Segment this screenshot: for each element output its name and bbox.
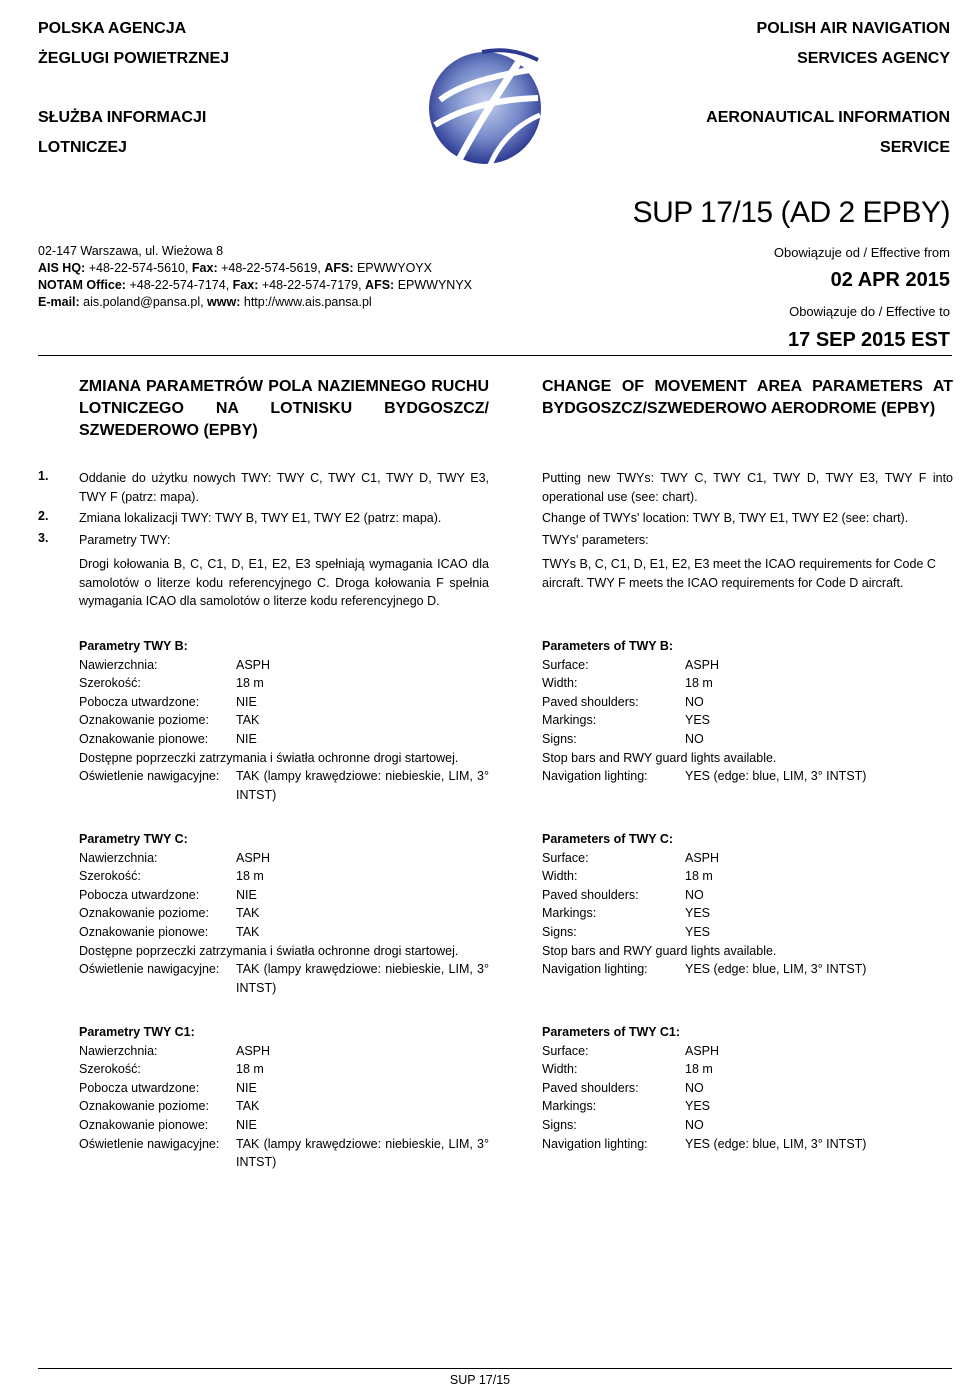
email-label: E-mail: — [38, 295, 80, 309]
ais-afs-value: EPWWYOYX — [353, 261, 432, 275]
param-label: Signs: — [542, 1117, 577, 1132]
param-row-lighting — [542, 960, 953, 979]
effective-from-date: 02 APR 2015 — [830, 269, 950, 291]
param-label: Width: — [542, 869, 578, 884]
param-label: Surface: — [542, 850, 589, 865]
header-divider — [38, 355, 952, 356]
param-row-shoulders — [79, 693, 489, 712]
param-value: 18 m — [236, 1062, 264, 1077]
service-name-pl-line1: SŁUŻBA INFORMACJI — [38, 109, 207, 126]
param-label: Width: — [542, 1062, 578, 1077]
param-row-signs — [542, 730, 953, 749]
notam-afs-label: AFS: — [365, 278, 395, 292]
item-3-pl: Parametry TWY: — [79, 533, 171, 547]
agency-name-pl-line1: POLSKA AGENCJA — [38, 20, 187, 37]
param-value: ASPH — [236, 657, 271, 672]
param-value: NO — [685, 694, 704, 709]
param-value: NIE — [236, 887, 257, 902]
contact-notam-line — [38, 277, 508, 294]
params-title: Parameters of TWY B: — [542, 639, 674, 653]
param-label: Oznakowanie poziome: — [79, 1099, 209, 1114]
param-row-markings — [79, 1097, 489, 1116]
param-label: Oznakowanie poziome: — [79, 906, 209, 921]
service-name-en — [706, 103, 950, 163]
param-value: 18 m — [685, 676, 713, 691]
params-title: Parameters of TWY C1: — [542, 1025, 681, 1039]
service-name-en-line1: AERONAUTICAL INFORMATION — [706, 109, 950, 126]
param-row-lighting — [542, 1135, 953, 1154]
param-row-width — [79, 1060, 489, 1079]
param-value: NIE — [236, 1080, 257, 1095]
param-value: ASPH — [685, 850, 720, 865]
params-twy-c-en — [542, 830, 953, 979]
item-3-paragraph-en: TWYs B, C, C1, D, E1, E2, E3 meet the ICAO requirements for Code C aircraft. TWY F meets the ICAO requirements for Code D aircraft. — [542, 557, 936, 590]
agency-name-pl — [38, 14, 229, 74]
params-twy-c1-pl — [79, 1023, 489, 1172]
param-value: 18 m — [236, 869, 264, 884]
contact-block — [38, 243, 508, 311]
param-value: NIE — [236, 731, 257, 746]
agency-name-pl-line2: ŻEGLUGI POWIETRZNEJ — [38, 50, 230, 67]
page-footer: SUP 17/15 — [449, 1373, 511, 1387]
param-row-surface — [542, 1042, 953, 1061]
effective-to-date: 17 SEP 2015 EST — [788, 329, 950, 351]
item-number: 1. — [38, 469, 49, 483]
param-row-markings — [542, 904, 953, 923]
param-value: ASPH — [685, 1043, 720, 1058]
param-label: Oświetlenie nawigacyjne: — [79, 962, 220, 977]
param-row-width — [542, 674, 953, 693]
ais-hq-label: AIS HQ: — [38, 261, 86, 275]
param-label: Nawierzchnia: — [79, 1043, 158, 1058]
param-value: ASPH — [236, 850, 271, 865]
param-note: Stop bars and RWY guard lights available. — [542, 943, 777, 958]
notam-label: NOTAM Office: — [38, 278, 126, 292]
email-link[interactable]: ais.poland@pansa.pl, — [79, 295, 208, 309]
param-label: Markings: — [542, 713, 597, 728]
ais-fax-value: +48-22-574-5619, — [217, 261, 325, 275]
item-3-paragraph-pl: Drogi kołowania B, C, C1, D, E1, E2, E3 spełniają wymagania ICAO dla samolotów o literze kodu referencyjnego C. Droga kołowania F spełnia wymagania ICAO dla samolotów o literze kodu referencyjnego D. — [79, 557, 489, 608]
notam-fax-value: +48-22-574-7179, — [258, 278, 366, 292]
param-label: Signs: — [542, 731, 577, 746]
params-twy-b-en — [542, 637, 953, 786]
param-row-surface — [79, 1042, 489, 1061]
param-row-markings — [79, 904, 489, 923]
params-twy-b-pl — [79, 637, 489, 804]
param-label: Navigation lighting: — [542, 1136, 648, 1151]
param-value: TAK — [236, 713, 260, 728]
param-row-width — [79, 867, 489, 886]
param-label: Oznakowanie poziome: — [79, 713, 209, 728]
param-row-stopbars — [79, 942, 489, 961]
param-value: YES (edge: blue, LIM, 3° INTST) — [685, 962, 867, 977]
param-row-lighting — [79, 767, 489, 804]
notam-value: +48-22-574-7174, — [125, 278, 233, 292]
item-1-pl: Oddanie do użytku nowych TWY: TWY C, TWY C1, TWY D, TWY E3, TWY F (patrz: mapa). — [79, 471, 489, 504]
notam-fax-label: Fax: — [232, 278, 259, 292]
title-en: CHANGE OF MOVEMENT AREA PARAMETERS AT BYDGOSZCZ/SZWEDEROWO AERODROME (EPBY) — [542, 378, 953, 417]
param-label: Paved shoulders: — [542, 694, 639, 709]
param-label: Oznakowanie pionowe: — [79, 731, 209, 746]
param-label: Surface: — [542, 657, 589, 672]
param-label: Szerokość: — [79, 869, 141, 884]
ais-hq-value: +48-22-574-5610, — [85, 261, 192, 275]
param-value: YES — [685, 1099, 711, 1114]
sup-title: SUP 17/15 (AD 2 EPBY) — [632, 196, 950, 229]
param-value: TAK — [236, 906, 260, 921]
param-note: Dostępne poprzeczki zatrzymania i światła ochronne drogi startowej. — [79, 750, 459, 765]
param-row-surface — [542, 656, 953, 675]
service-name-en-line2: SERVICE — [880, 139, 950, 156]
param-label: Oznakowanie pionowe: — [79, 924, 209, 939]
param-value: YES (edge: blue, LIM, 3° INTST) — [685, 1136, 867, 1151]
param-row-shoulders — [542, 886, 953, 905]
param-row-signs — [542, 1116, 953, 1135]
param-row-signs — [79, 730, 489, 749]
param-label: Navigation lighting: — [542, 769, 648, 784]
params-twy-c-pl — [79, 830, 489, 997]
param-label: Oświetlenie nawigacyjne: — [79, 769, 220, 784]
param-label: Navigation lighting: — [542, 962, 648, 977]
param-note: Stop bars and RWY guard lights available. — [542, 750, 777, 765]
param-value: ASPH — [685, 657, 720, 672]
param-value: TAK (lampy krawędziowe: niebieskie, LIM, 3° INTST) — [236, 769, 489, 802]
agency-name-en — [757, 14, 950, 74]
www-link[interactable]: http://www.ais.pansa.pl — [240, 295, 372, 309]
notam-afs-value: EPWWYNYX — [394, 278, 473, 292]
param-row-lighting — [542, 767, 953, 786]
param-row-stopbars — [542, 749, 953, 768]
param-label: Pobocza utwardzone: — [79, 694, 200, 709]
param-label: Nawierzchnia: — [79, 850, 158, 865]
agency-name-en-line1: POLISH AIR NAVIGATION — [756, 20, 950, 37]
param-label: Markings: — [542, 1099, 597, 1114]
param-value: YES — [685, 906, 711, 921]
item-2-pl: Zmiana lokalizacji TWY: TWY B, TWY E1, TWY E2 (patrz: mapa). — [79, 511, 442, 525]
param-value: TAK — [236, 924, 260, 939]
param-value: TAK — [236, 1099, 260, 1114]
param-row-signs — [79, 1116, 489, 1135]
effective-to-label: Obowiązuje do / Effective to — [789, 304, 950, 319]
param-label: Surface: — [542, 1043, 589, 1058]
effective-from-label: Obowiązuje od / Effective from — [773, 245, 950, 260]
param-row-markings — [542, 711, 953, 730]
param-label: Oznakowanie pionowe: — [79, 1117, 209, 1132]
param-value: YES — [685, 924, 711, 939]
param-value: YES — [685, 713, 711, 728]
param-row-markings — [542, 1097, 953, 1116]
param-label: Nawierzchnia: — [79, 657, 158, 672]
param-value: TAK (lampy krawędziowe: niebieskie, LIM, 3° INTST) — [236, 1136, 489, 1170]
param-value: 18 m — [236, 676, 264, 691]
param-row-stopbars — [542, 942, 953, 961]
param-label: Paved shoulders: — [542, 1080, 639, 1095]
param-row-shoulders — [79, 1079, 489, 1098]
param-label: Markings: — [542, 906, 597, 921]
param-value: 18 m — [685, 1062, 713, 1077]
params-title: Parametry TWY C1: — [79, 1025, 195, 1039]
ais-fax-label: Fax: — [191, 261, 218, 275]
param-value: NO — [685, 1117, 704, 1132]
param-value: 18 m — [685, 869, 713, 884]
param-value: ASPH — [236, 1043, 271, 1058]
param-label: Pobocza utwardzone: — [79, 887, 200, 902]
contact-email-line — [38, 294, 508, 311]
param-row-width — [542, 867, 953, 886]
pansa-globe-logo — [420, 40, 550, 170]
param-row-stopbars — [79, 749, 489, 768]
service-name-pl — [38, 103, 206, 163]
param-label: Pobocza utwardzone: — [79, 1080, 200, 1095]
param-row-width — [542, 1060, 953, 1079]
param-row-surface — [542, 849, 953, 868]
item-3-en: TWYs' parameters: — [542, 533, 649, 547]
param-row-shoulders — [542, 693, 953, 712]
ais-afs-label: AFS: — [324, 261, 354, 275]
param-row-markings — [79, 711, 489, 730]
param-value: NIE — [236, 1117, 257, 1132]
param-label: Width: — [542, 676, 578, 691]
param-label: Signs: — [542, 924, 577, 939]
item-2-en: Change of TWYs' location: TWY B, TWY E1, TWY E2 (see: chart). — [542, 511, 909, 525]
param-row-signs — [542, 923, 953, 942]
param-row-surface — [79, 849, 489, 868]
param-row-lighting — [79, 1135, 489, 1172]
param-label: Paved shoulders: — [542, 887, 639, 902]
param-label: Szerokość: — [79, 1062, 141, 1077]
param-row-shoulders — [79, 886, 489, 905]
contact-ais-line — [38, 260, 508, 277]
agency-name-en-line2: SERVICES AGENCY — [797, 50, 950, 67]
param-value: TAK (lampy krawędziowe: niebieskie, LIM, 3° INTST) — [236, 962, 489, 995]
param-row-shoulders — [542, 1079, 953, 1098]
footer-divider — [38, 1368, 952, 1369]
param-value: NIE — [236, 694, 257, 709]
service-name-pl-line2: LOTNICZEJ — [38, 139, 127, 156]
title-pl: ZMIANA PARAMETRÓW POLA NAZIEMNEGO RUCHU LOTNICZEGO NA LOTNISKU BYDGOSZCZ/ SZWEDEROWO (EPBY) — [79, 378, 489, 439]
param-value: NO — [685, 1080, 704, 1095]
param-value: NO — [685, 887, 704, 902]
params-twy-c1-en — [542, 1023, 953, 1153]
item-1-en: Putting new TWYs: TWY C, TWY C1, TWY D, TWY E3, TWY F into operational use (see: chart). — [542, 471, 953, 504]
contact-address: 02-147 Warszawa, ul. Wieżowa 8 — [38, 244, 224, 258]
param-row-width — [79, 674, 489, 693]
params-title: Parametry TWY C: — [79, 832, 188, 846]
param-value: YES (edge: blue, LIM, 3° INTST) — [685, 769, 867, 784]
param-note: Dostępne poprzeczki zatrzymania i światła ochronne drogi startowej. — [79, 943, 459, 958]
item-number: 3. — [38, 531, 49, 545]
param-row-surface — [79, 656, 489, 675]
param-row-signs — [79, 923, 489, 942]
params-title: Parametry TWY B: — [79, 639, 188, 653]
param-label: Szerokość: — [79, 676, 141, 691]
param-value: NO — [685, 731, 704, 746]
param-row-lighting — [79, 960, 489, 997]
params-title: Parameters of TWY C: — [542, 832, 674, 846]
item-number: 2. — [38, 509, 49, 523]
www-label: www: — [207, 295, 241, 309]
param-label: Oświetlenie nawigacyjne: — [79, 1136, 220, 1151]
